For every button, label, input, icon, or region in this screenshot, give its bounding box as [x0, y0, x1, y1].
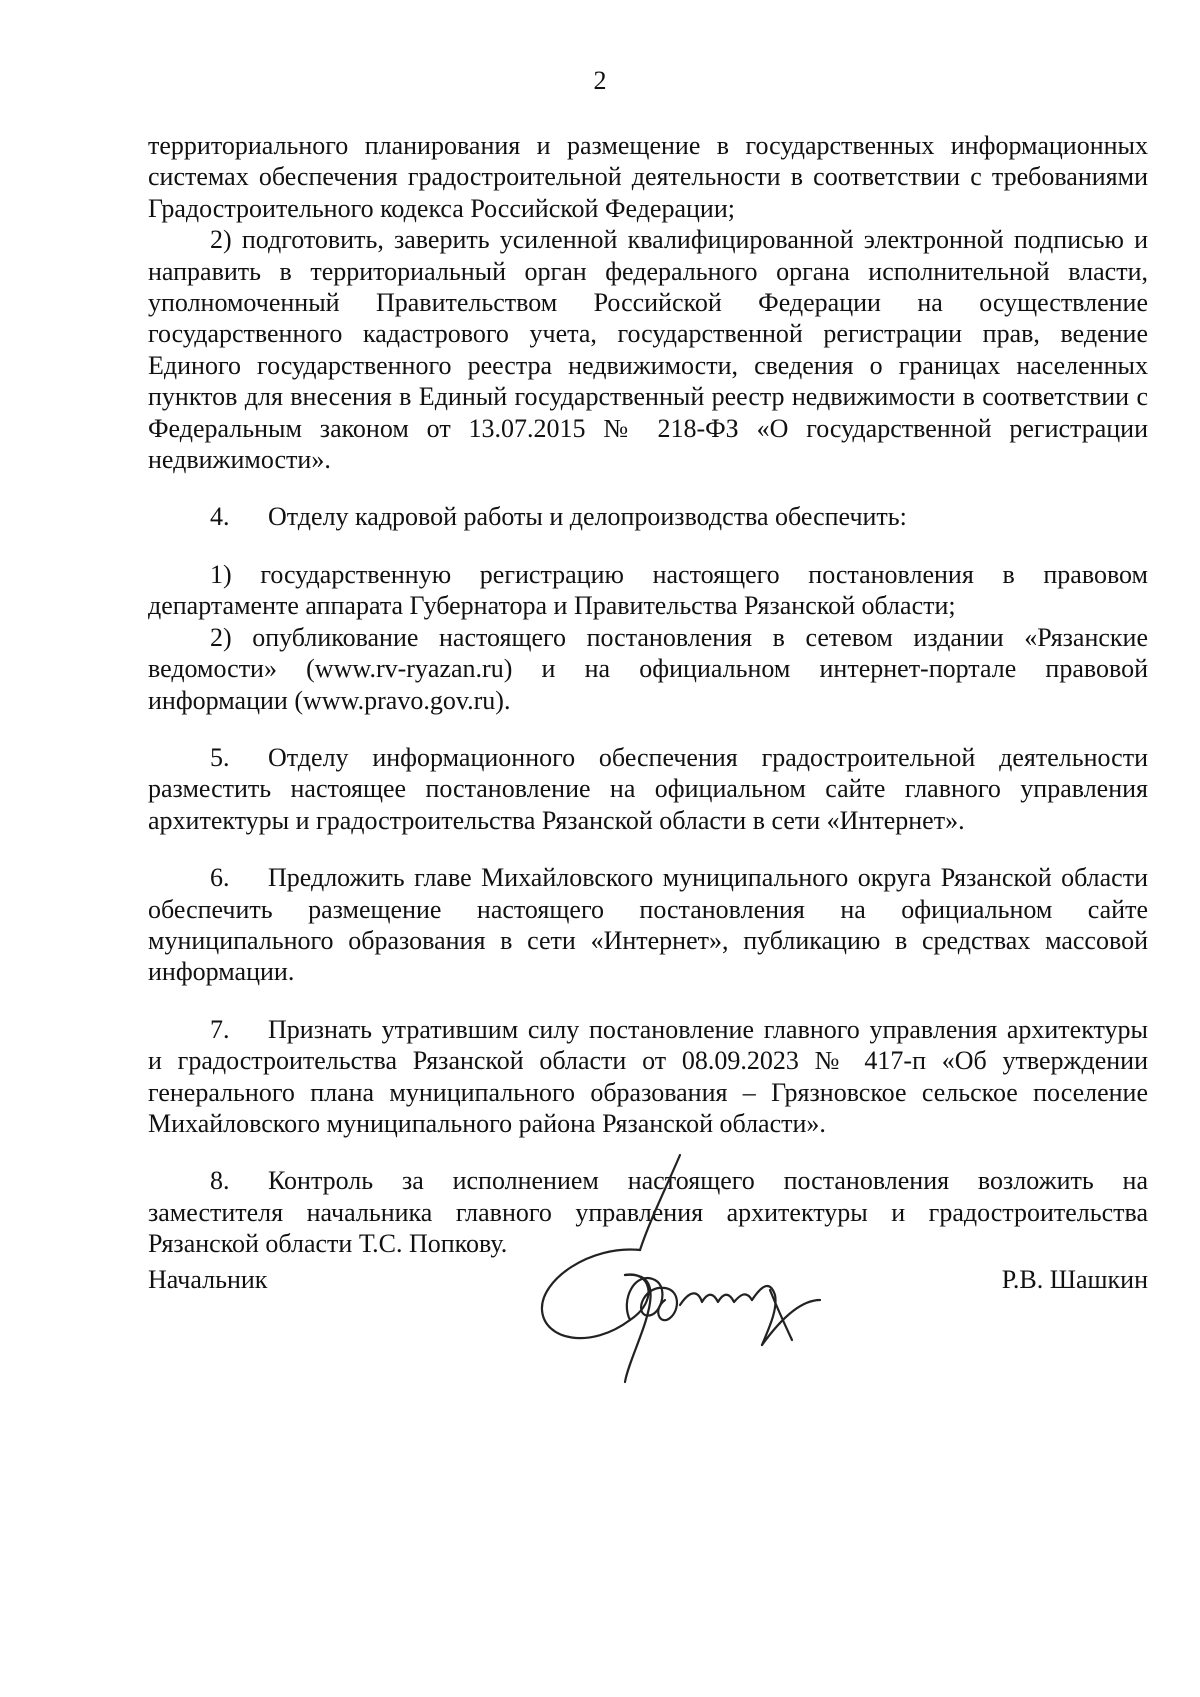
paragraph-subitem-2b: 2) опубликование настоящего постановления в сетевом издании «Рязанские ведомости» (www.rv-ryazan.ru) и на официальном интернет-портале правовой информации (www.pravo.gov.ru). — [148, 622, 1148, 715]
item-number: 6. — [210, 863, 230, 893]
document-body — [148, 130, 1148, 1286]
paragraph-continuation: территориального планирования и размещение в государственных информационных системах обеспечения градостроительной деятельности в соответствии с требованиями Градостроительного кодекса Российской Федерации; — [148, 131, 1148, 223]
page-number: 2 — [593, 66, 607, 95]
item-text: Отделу информационного обеспечения градостроительной деятельности разместить настоящее постановление на официальном сайте главного управления архитектуры и градостроительства Рязанской области в сети «Интернет». — [148, 742, 1148, 835]
paragraph-subitem-2: 2) подготовить, заверить усиленной квалифицированной электронной подписью и направить в территориальный орган федерального органа исполнительной власти, уполномоченный Правительством Российской Федерации на осуществление государственного кадастрового учета, государственной регистрации прав, ведение Единого государственного реестра недвижимости, сведения о границах населенных пунктов для внесения в Единый государственный реестр недвижимости в соответствии с Федеральным законом от 13.07.2015 № 218-ФЗ «О государственной регистрации недвижимости». — [148, 225, 1148, 475]
item-text: Контроль за исполнением настоящего постановления возложить на заместителя начальника главного управления архитектуры и градостроительства Рязанской области Т.С. Попкову. — [148, 1166, 1148, 1259]
paragraph-item-6 — [148, 862, 1148, 988]
item-text: Предложить главе Михайловского муниципального округа Рязанской области обеспечить размещение настоящего постановления на официальном сайте муниципального образования в сети «Интернет», публикацию в средствах массовой информации. — [148, 863, 1148, 987]
item-text: Признать утратившим силу постановление главного управления архитектуры и градостроительства Рязанской области от 08.09.2023 № 417-п «Об утверждении генерального плана муниципального образования – Грязновское сельское поселение Михайловского муниципального района Рязанской области». — [148, 1014, 1148, 1138]
item-number: 4. — [210, 502, 230, 532]
item-number: 8. — [210, 1166, 230, 1196]
paragraph-item-7 — [148, 1014, 1148, 1140]
paragraph-subitem-1: 1) государственную регистрацию настоящего постановления в правовом департаменте аппарата Губернатора и Правительства Рязанской области; — [148, 559, 1148, 621]
paragraph-item-4 — [148, 501, 1148, 532]
item-number: 5. — [210, 742, 230, 772]
signatory-position: Начальник — [148, 1265, 268, 1294]
paragraph-item-5 — [148, 742, 1148, 836]
item-text: Отделу кадровой работы и делопроизводства обеспечить: — [268, 502, 907, 532]
signatory-name: Р.В. Шашкин — [1001, 1265, 1148, 1294]
handwritten-signature-icon — [530, 1150, 890, 1390]
item-number: 7. — [210, 1014, 230, 1044]
